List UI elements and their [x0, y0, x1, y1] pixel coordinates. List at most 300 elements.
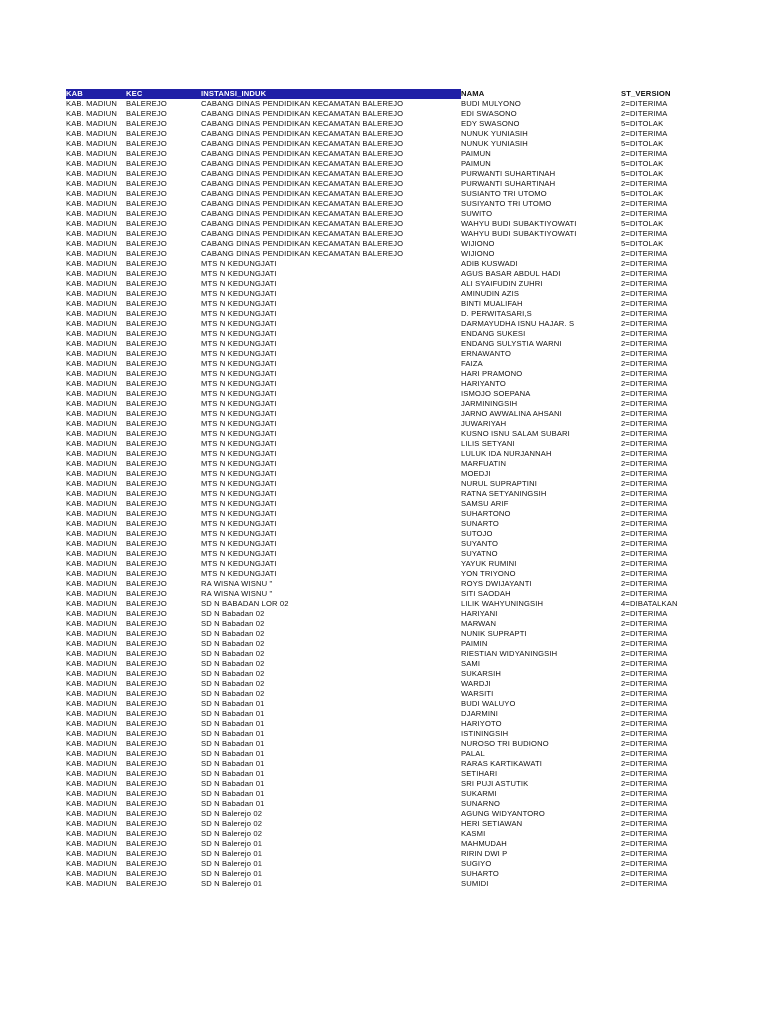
cell-nama[interactable]: LULUK IDA NURJANNAH: [461, 449, 552, 458]
cell-st-version[interactable]: 2=DITERIMA: [621, 699, 668, 708]
cell-instansi-induk[interactable]: MTS N KEDUNGJATI: [201, 399, 277, 408]
cell-kab[interactable]: KAB. MADIUN: [66, 149, 118, 158]
cell-nama[interactable]: ISTININGSIH: [461, 729, 509, 738]
cell-kec[interactable]: BALEREJO: [126, 509, 167, 518]
cell-instansi-induk[interactable]: SD N Babadan 01: [201, 789, 265, 798]
cell-nama[interactable]: HARIYANI: [461, 609, 498, 618]
cell-instansi-induk[interactable]: SD N Balerejo 01: [201, 839, 263, 848]
cell-kec[interactable]: BALEREJO: [126, 759, 167, 768]
cell-st-version[interactable]: 5=DITOLAK: [621, 139, 664, 148]
cell-nama[interactable]: DARMAYUDHA ISNU HAJAR. S: [461, 319, 575, 328]
cell-st-version[interactable]: 2=DITERIMA: [621, 379, 668, 388]
cell-nama[interactable]: ENDANG SULYSTIA WARNI: [461, 339, 562, 348]
cell-kec[interactable]: BALEREJO: [126, 739, 167, 748]
cell-instansi-induk[interactable]: CABANG DINAS PENDIDIKAN KECAMATAN BALEREJO: [201, 129, 404, 138]
cell-nama[interactable]: JARNO AWWALINA AHSANI: [461, 409, 562, 418]
cell-nama[interactable]: AGUS BASAR ABDUL HADI: [461, 269, 561, 278]
cell-instansi-induk[interactable]: MTS N KEDUNGJATI: [201, 559, 277, 568]
cell-instansi-induk[interactable]: RA WISNA WISNU ": [201, 579, 273, 588]
cell-kab[interactable]: KAB. MADIUN: [66, 379, 118, 388]
cell-kab[interactable]: KAB. MADIUN: [66, 609, 118, 618]
header-instansi-induk[interactable]: INSTANSI_INDUK: [201, 89, 461, 99]
cell-st-version[interactable]: 2=DITERIMA: [621, 149, 668, 158]
cell-kab[interactable]: KAB. MADIUN: [66, 209, 118, 218]
cell-nama[interactable]: SUKARSIH: [461, 669, 502, 678]
cell-st-version[interactable]: 2=DITERIMA: [621, 299, 668, 308]
cell-instansi-induk[interactable]: SD N Balerejo 01: [201, 869, 263, 878]
cell-kec[interactable]: BALEREJO: [126, 789, 167, 798]
cell-nama[interactable]: WIJIONO: [461, 239, 495, 248]
cell-st-version[interactable]: 2=DITERIMA: [621, 709, 668, 718]
cell-nama[interactable]: SUYANTO: [461, 539, 499, 548]
cell-instansi-induk[interactable]: CABANG DINAS PENDIDIKAN KECAMATAN BALEREJO: [201, 109, 404, 118]
cell-instansi-induk[interactable]: MTS N KEDUNGJATI: [201, 389, 277, 398]
cell-nama[interactable]: D. PERWITASARI,S: [461, 309, 532, 318]
cell-instansi-induk[interactable]: MTS N KEDUNGJATI: [201, 319, 277, 328]
cell-instansi-induk[interactable]: CABANG DINAS PENDIDIKAN KECAMATAN BALEREJO: [201, 139, 404, 148]
cell-nama[interactable]: LILIS SETYANI: [461, 439, 515, 448]
cell-kec[interactable]: BALEREJO: [126, 529, 167, 538]
cell-instansi-induk[interactable]: MTS N KEDUNGJATI: [201, 269, 277, 278]
cell-kab[interactable]: KAB. MADIUN: [66, 359, 118, 368]
cell-st-version[interactable]: 5=DITOLAK: [621, 239, 664, 248]
cell-kab[interactable]: KAB. MADIUN: [66, 849, 118, 858]
cell-kab[interactable]: KAB. MADIUN: [66, 459, 118, 468]
cell-kec[interactable]: BALEREJO: [126, 589, 167, 598]
cell-st-version[interactable]: 2=DITERIMA: [621, 619, 668, 628]
cell-kec[interactable]: BALEREJO: [126, 569, 167, 578]
cell-instansi-induk[interactable]: MTS N KEDUNGJATI: [201, 569, 277, 578]
cell-st-version[interactable]: 2=DITERIMA: [621, 389, 668, 398]
cell-kec[interactable]: BALEREJO: [126, 639, 167, 648]
cell-instansi-induk[interactable]: MTS N KEDUNGJATI: [201, 449, 277, 458]
cell-nama[interactable]: BUDI WALUYO: [461, 699, 516, 708]
cell-nama[interactable]: WARDJI: [461, 679, 491, 688]
cell-instansi-induk[interactable]: MTS N KEDUNGJATI: [201, 299, 277, 308]
cell-instansi-induk[interactable]: MTS N KEDUNGJATI: [201, 499, 277, 508]
cell-kab[interactable]: KAB. MADIUN: [66, 679, 118, 688]
cell-st-version[interactable]: 2=DITERIMA: [621, 459, 668, 468]
cell-instansi-induk[interactable]: SD N Babadan 02: [201, 619, 265, 628]
cell-kec[interactable]: BALEREJO: [126, 649, 167, 658]
cell-st-version[interactable]: 2=DITERIMA: [621, 779, 668, 788]
cell-kab[interactable]: KAB. MADIUN: [66, 229, 118, 238]
cell-instansi-induk[interactable]: MTS N KEDUNGJATI: [201, 479, 277, 488]
cell-st-version[interactable]: 2=DITERIMA: [621, 399, 668, 408]
cell-instansi-induk[interactable]: CABANG DINAS PENDIDIKAN KECAMATAN BALEREJO: [201, 99, 404, 108]
cell-nama[interactable]: SRI PUJI ASTUTIK: [461, 779, 529, 788]
cell-nama[interactable]: MARFUATIN: [461, 459, 507, 468]
cell-kab[interactable]: KAB. MADIUN: [66, 179, 118, 188]
cell-kec[interactable]: BALEREJO: [126, 669, 167, 678]
cell-kec[interactable]: BALEREJO: [126, 109, 167, 118]
cell-kec[interactable]: BALEREJO: [126, 599, 167, 608]
cell-instansi-induk[interactable]: MTS N KEDUNGJATI: [201, 529, 277, 538]
cell-st-version[interactable]: 2=DITERIMA: [621, 129, 668, 138]
cell-kab[interactable]: KAB. MADIUN: [66, 349, 118, 358]
cell-kab[interactable]: KAB. MADIUN: [66, 489, 118, 498]
cell-instansi-induk[interactable]: MTS N KEDUNGJATI: [201, 259, 277, 268]
cell-kec[interactable]: BALEREJO: [126, 429, 167, 438]
cell-kec[interactable]: BALEREJO: [126, 209, 167, 218]
cell-kec[interactable]: BALEREJO: [126, 749, 167, 758]
cell-nama[interactable]: HARIYANTO: [461, 379, 506, 388]
cell-nama[interactable]: NUNIK SUPRAPTI: [461, 629, 527, 638]
cell-nama[interactable]: NUROSO TRI BUDIONO: [461, 739, 549, 748]
cell-instansi-induk[interactable]: MTS N KEDUNGJATI: [201, 289, 277, 298]
cell-kec[interactable]: BALEREJO: [126, 229, 167, 238]
cell-instansi-induk[interactable]: SD N Babadan 02: [201, 609, 265, 618]
cell-st-version[interactable]: 2=DITERIMA: [621, 369, 668, 378]
cell-instansi-induk[interactable]: MTS N KEDUNGJATI: [201, 309, 277, 318]
cell-kec[interactable]: BALEREJO: [126, 389, 167, 398]
cell-kab[interactable]: KAB. MADIUN: [66, 809, 118, 818]
cell-nama[interactable]: SUYATNO: [461, 549, 498, 558]
cell-instansi-induk[interactable]: SD N Balerejo 02: [201, 819, 263, 828]
cell-kab[interactable]: KAB. MADIUN: [66, 779, 118, 788]
cell-instansi-induk[interactable]: SD N Balerejo 02: [201, 829, 263, 838]
cell-kab[interactable]: KAB. MADIUN: [66, 479, 118, 488]
cell-nama[interactable]: SETIHARI: [461, 769, 498, 778]
cell-st-version[interactable]: 2=DITERIMA: [621, 489, 668, 498]
cell-kec[interactable]: BALEREJO: [126, 479, 167, 488]
cell-kec[interactable]: BALEREJO: [126, 309, 167, 318]
cell-nama[interactable]: SAMI: [461, 659, 481, 668]
cell-nama[interactable]: SUNARNO: [461, 799, 501, 808]
cell-instansi-induk[interactable]: SD N Babadan 02: [201, 649, 265, 658]
cell-instansi-induk[interactable]: SD N Babadan 01: [201, 729, 265, 738]
cell-kab[interactable]: KAB. MADIUN: [66, 649, 118, 658]
cell-st-version[interactable]: 2=DITERIMA: [621, 859, 668, 868]
cell-kec[interactable]: BALEREJO: [126, 249, 167, 258]
cell-kab[interactable]: KAB. MADIUN: [66, 629, 118, 638]
cell-kec[interactable]: BALEREJO: [126, 259, 167, 268]
cell-nama[interactable]: BINTI MUALIFAH: [461, 299, 523, 308]
cell-instansi-induk[interactable]: MTS N KEDUNGJATI: [201, 329, 277, 338]
cell-st-version[interactable]: 2=DITERIMA: [621, 259, 668, 268]
cell-nama[interactable]: AGUNG WIDYANTORO: [461, 809, 545, 818]
header-kab[interactable]: KAB: [66, 89, 126, 99]
cell-kab[interactable]: KAB. MADIUN: [66, 219, 118, 228]
cell-st-version[interactable]: 2=DITERIMA: [621, 799, 668, 808]
cell-kab[interactable]: KAB. MADIUN: [66, 199, 118, 208]
cell-st-version[interactable]: 2=DITERIMA: [621, 719, 668, 728]
cell-kec[interactable]: BALEREJO: [126, 459, 167, 468]
cell-st-version[interactable]: 2=DITERIMA: [621, 289, 668, 298]
cell-st-version[interactable]: 2=DITERIMA: [621, 739, 668, 748]
cell-kab[interactable]: KAB. MADIUN: [66, 309, 118, 318]
cell-instansi-induk[interactable]: SD N Babadan 02: [201, 679, 265, 688]
cell-kab[interactable]: KAB. MADIUN: [66, 259, 118, 268]
header-st-version[interactable]: ST_VERSION: [621, 89, 671, 98]
cell-nama[interactable]: PALAL: [461, 749, 485, 758]
cell-kab[interactable]: KAB. MADIUN: [66, 559, 118, 568]
cell-st-version[interactable]: 2=DITERIMA: [621, 469, 668, 478]
cell-kec[interactable]: BALEREJO: [126, 469, 167, 478]
cell-kab[interactable]: KAB. MADIUN: [66, 499, 118, 508]
cell-kec[interactable]: BALEREJO: [126, 129, 167, 138]
cell-st-version[interactable]: 2=DITERIMA: [621, 279, 668, 288]
cell-kec[interactable]: BALEREJO: [126, 329, 167, 338]
cell-kec[interactable]: BALEREJO: [126, 719, 167, 728]
cell-nama[interactable]: RIESTIAN WIDYANINGSIH: [461, 649, 558, 658]
cell-kec[interactable]: BALEREJO: [126, 299, 167, 308]
cell-instansi-induk[interactable]: SD N Babadan 01: [201, 699, 265, 708]
cell-kec[interactable]: BALEREJO: [126, 119, 167, 128]
cell-nama[interactable]: BUDI MULYONO: [461, 99, 521, 108]
cell-st-version[interactable]: 2=DITERIMA: [621, 819, 668, 828]
cell-kec[interactable]: BALEREJO: [126, 189, 167, 198]
cell-kec[interactable]: BALEREJO: [126, 769, 167, 778]
cell-instansi-induk[interactable]: SD N Balerejo 01: [201, 879, 263, 888]
cell-kec[interactable]: BALEREJO: [126, 819, 167, 828]
cell-kec[interactable]: BALEREJO: [126, 559, 167, 568]
cell-st-version[interactable]: 2=DITERIMA: [621, 409, 668, 418]
cell-kab[interactable]: KAB. MADIUN: [66, 519, 118, 528]
cell-st-version[interactable]: 2=DITERIMA: [621, 769, 668, 778]
cell-instansi-induk[interactable]: MTS N KEDUNGJATI: [201, 469, 277, 478]
cell-kec[interactable]: BALEREJO: [126, 619, 167, 628]
cell-st-version[interactable]: 2=DITERIMA: [621, 519, 668, 528]
cell-nama[interactable]: DJARMINI: [461, 709, 499, 718]
cell-kab[interactable]: KAB. MADIUN: [66, 169, 118, 178]
cell-kec[interactable]: BALEREJO: [126, 149, 167, 158]
cell-kec[interactable]: BALEREJO: [126, 99, 167, 108]
cell-kab[interactable]: KAB. MADIUN: [66, 729, 118, 738]
cell-st-version[interactable]: 2=DITERIMA: [621, 609, 668, 618]
cell-nama[interactable]: FAIZA: [461, 359, 483, 368]
cell-kab[interactable]: KAB. MADIUN: [66, 299, 118, 308]
cell-instansi-induk[interactable]: SD N Babadan 02: [201, 659, 265, 668]
cell-nama[interactable]: MARWAN: [461, 619, 497, 628]
cell-kab[interactable]: KAB. MADIUN: [66, 189, 118, 198]
cell-kab[interactable]: KAB. MADIUN: [66, 439, 118, 448]
cell-kec[interactable]: BALEREJO: [126, 839, 167, 848]
cell-nama[interactable]: ENDANG SUKESI: [461, 329, 526, 338]
cell-kab[interactable]: KAB. MADIUN: [66, 279, 118, 288]
cell-kab[interactable]: KAB. MADIUN: [66, 289, 118, 298]
cell-st-version[interactable]: 2=DITERIMA: [621, 589, 668, 598]
cell-nama[interactable]: AMINUDIN AZIS: [461, 289, 520, 298]
cell-nama[interactable]: PAIMUN: [461, 159, 491, 168]
cell-kab[interactable]: KAB. MADIUN: [66, 509, 118, 518]
cell-kec[interactable]: BALEREJO: [126, 679, 167, 688]
cell-kab[interactable]: KAB. MADIUN: [66, 619, 118, 628]
cell-kab[interactable]: KAB. MADIUN: [66, 719, 118, 728]
cell-kec[interactable]: BALEREJO: [126, 269, 167, 278]
cell-kec[interactable]: BALEREJO: [126, 849, 167, 858]
cell-st-version[interactable]: 2=DITERIMA: [621, 789, 668, 798]
cell-instansi-induk[interactable]: CABANG DINAS PENDIDIKAN KECAMATAN BALEREJO: [201, 249, 404, 258]
cell-kec[interactable]: BALEREJO: [126, 859, 167, 868]
cell-kab[interactable]: KAB. MADIUN: [66, 529, 118, 538]
cell-kec[interactable]: BALEREJO: [126, 869, 167, 878]
cell-kab[interactable]: KAB. MADIUN: [66, 799, 118, 808]
cell-kab[interactable]: KAB. MADIUN: [66, 409, 118, 418]
cell-st-version[interactable]: 2=DITERIMA: [621, 249, 668, 258]
cell-instansi-induk[interactable]: MTS N KEDUNGJATI: [201, 459, 277, 468]
cell-instansi-induk[interactable]: SD N Babadan 01: [201, 799, 265, 808]
cell-instansi-induk[interactable]: SD N Babadan 02: [201, 689, 265, 698]
cell-st-version[interactable]: 2=DITERIMA: [621, 869, 668, 878]
cell-st-version[interactable]: 5=DITOLAK: [621, 119, 664, 128]
cell-kec[interactable]: BALEREJO: [126, 179, 167, 188]
cell-kab[interactable]: KAB. MADIUN: [66, 329, 118, 338]
cell-st-version[interactable]: 2=DITERIMA: [621, 529, 668, 538]
cell-instansi-induk[interactable]: CABANG DINAS PENDIDIKAN KECAMATAN BALEREJO: [201, 169, 404, 178]
cell-st-version[interactable]: 2=DITERIMA: [621, 749, 668, 758]
cell-kec[interactable]: BALEREJO: [126, 399, 167, 408]
cell-st-version[interactable]: 2=DITERIMA: [621, 569, 668, 578]
cell-st-version[interactable]: 2=DITERIMA: [621, 729, 668, 738]
cell-instansi-induk[interactable]: SD N Babadan 01: [201, 759, 265, 768]
cell-nama[interactable]: ERNAWANTO: [461, 349, 512, 358]
cell-kec[interactable]: BALEREJO: [126, 449, 167, 458]
cell-instansi-induk[interactable]: SD N Balerejo 01: [201, 859, 263, 868]
cell-st-version[interactable]: 2=DITERIMA: [621, 509, 668, 518]
cell-instansi-induk[interactable]: CABANG DINAS PENDIDIKAN KECAMATAN BALEREJO: [201, 199, 404, 208]
cell-st-version[interactable]: 2=DITERIMA: [621, 829, 668, 838]
cell-kab[interactable]: KAB. MADIUN: [66, 239, 118, 248]
cell-instansi-induk[interactable]: SD N Balerejo 01: [201, 849, 263, 858]
cell-nama[interactable]: SUTOJO: [461, 529, 493, 538]
cell-kab[interactable]: KAB. MADIUN: [66, 269, 118, 278]
cell-nama[interactable]: WAHYU BUDI SUBAKTIYOWATI: [461, 229, 577, 238]
cell-nama[interactable]: HARI PRAMONO: [461, 369, 523, 378]
cell-kec[interactable]: BALEREJO: [126, 799, 167, 808]
cell-nama[interactable]: SITI SAODAH: [461, 589, 511, 598]
cell-nama[interactable]: LILIK WAHYUNINGSIH: [461, 599, 544, 608]
cell-nama[interactable]: PAIMUN: [461, 149, 491, 158]
cell-instansi-induk[interactable]: RA WISNA WISNU ": [201, 589, 273, 598]
cell-st-version[interactable]: 5=DITOLAK: [621, 189, 664, 198]
cell-st-version[interactable]: 4=DIBATALKAN: [621, 599, 678, 608]
cell-kec[interactable]: BALEREJO: [126, 699, 167, 708]
cell-kec[interactable]: BALEREJO: [126, 499, 167, 508]
cell-nama[interactable]: WARSITI: [461, 689, 494, 698]
cell-kab[interactable]: KAB. MADIUN: [66, 319, 118, 328]
cell-st-version[interactable]: 2=DITERIMA: [621, 109, 668, 118]
cell-st-version[interactable]: 2=DITERIMA: [621, 229, 668, 238]
cell-kec[interactable]: BALEREJO: [126, 439, 167, 448]
cell-instansi-induk[interactable]: SD N Babadan 01: [201, 739, 265, 748]
cell-kab[interactable]: KAB. MADIUN: [66, 869, 118, 878]
cell-nama[interactable]: HARIYOTO: [461, 719, 502, 728]
cell-kab[interactable]: KAB. MADIUN: [66, 769, 118, 778]
cell-nama[interactable]: EDY SWASONO: [461, 119, 520, 128]
cell-kab[interactable]: KAB. MADIUN: [66, 419, 118, 428]
cell-kec[interactable]: BALEREJO: [126, 779, 167, 788]
cell-instansi-induk[interactable]: MTS N KEDUNGJATI: [201, 349, 277, 358]
cell-st-version[interactable]: 2=DITERIMA: [621, 339, 668, 348]
cell-st-version[interactable]: 2=DITERIMA: [621, 179, 668, 188]
cell-st-version[interactable]: 2=DITERIMA: [621, 319, 668, 328]
cell-nama[interactable]: MAHMUDAH: [461, 839, 507, 848]
cell-kab[interactable]: KAB. MADIUN: [66, 469, 118, 478]
cell-kab[interactable]: KAB. MADIUN: [66, 539, 118, 548]
cell-nama[interactable]: SUSIYANTO TRI UTOMO: [461, 199, 552, 208]
cell-instansi-induk[interactable]: MTS N KEDUNGJATI: [201, 549, 277, 558]
cell-kec[interactable]: BALEREJO: [126, 659, 167, 668]
cell-st-version[interactable]: 2=DITERIMA: [621, 539, 668, 548]
cell-instansi-induk[interactable]: CABANG DINAS PENDIDIKAN KECAMATAN BALEREJO: [201, 149, 404, 158]
cell-st-version[interactable]: 2=DITERIMA: [621, 269, 668, 278]
cell-st-version[interactable]: 2=DITERIMA: [621, 849, 668, 858]
cell-nama[interactable]: NURUL SUPRAPTINI: [461, 479, 537, 488]
cell-instansi-induk[interactable]: CABANG DINAS PENDIDIKAN KECAMATAN BALEREJO: [201, 159, 404, 168]
cell-kec[interactable]: BALEREJO: [126, 359, 167, 368]
cell-kec[interactable]: BALEREJO: [126, 349, 167, 358]
cell-nama[interactable]: SUKARMI: [461, 789, 497, 798]
cell-kab[interactable]: KAB. MADIUN: [66, 249, 118, 258]
cell-kec[interactable]: BALEREJO: [126, 339, 167, 348]
cell-instansi-induk[interactable]: MTS N KEDUNGJATI: [201, 339, 277, 348]
cell-kab[interactable]: KAB. MADIUN: [66, 579, 118, 588]
cell-nama[interactable]: RIRIN DWI P: [461, 849, 508, 858]
cell-kab[interactable]: KAB. MADIUN: [66, 749, 118, 758]
cell-instansi-induk[interactable]: SD N Babadan 01: [201, 709, 265, 718]
cell-kab[interactable]: KAB. MADIUN: [66, 859, 118, 868]
cell-instansi-induk[interactable]: MTS N KEDUNGJATI: [201, 359, 277, 368]
cell-kec[interactable]: BALEREJO: [126, 319, 167, 328]
cell-st-version[interactable]: 2=DITERIMA: [621, 679, 668, 688]
cell-nama[interactable]: KUSNO ISNU SALAM SUBARI: [461, 429, 570, 438]
cell-nama[interactable]: ROYS DWIJAYANTI: [461, 579, 532, 588]
cell-st-version[interactable]: 2=DITERIMA: [621, 839, 668, 848]
cell-nama[interactable]: MOEDJI: [461, 469, 491, 478]
cell-nama[interactable]: ALI SYAIFUDIN ZUHRI: [461, 279, 543, 288]
cell-nama[interactable]: RATNA SETYANINGSIH: [461, 489, 547, 498]
cell-kec[interactable]: BALEREJO: [126, 239, 167, 248]
cell-kec[interactable]: BALEREJO: [126, 879, 167, 888]
cell-kec[interactable]: BALEREJO: [126, 279, 167, 288]
cell-instansi-induk[interactable]: MTS N KEDUNGJATI: [201, 279, 277, 288]
cell-instansi-induk[interactable]: CABANG DINAS PENDIDIKAN KECAMATAN BALEREJO: [201, 189, 404, 198]
cell-kab[interactable]: KAB. MADIUN: [66, 879, 118, 888]
cell-kab[interactable]: KAB. MADIUN: [66, 829, 118, 838]
cell-st-version[interactable]: 2=DITERIMA: [621, 559, 668, 568]
cell-nama[interactable]: JUWARIYAH: [461, 419, 507, 428]
cell-kab[interactable]: KAB. MADIUN: [66, 429, 118, 438]
cell-st-version[interactable]: 2=DITERIMA: [621, 349, 668, 358]
cell-st-version[interactable]: 2=DITERIMA: [621, 99, 668, 108]
cell-kab[interactable]: KAB. MADIUN: [66, 669, 118, 678]
cell-kab[interactable]: KAB. MADIUN: [66, 139, 118, 148]
cell-st-version[interactable]: 2=DITERIMA: [621, 449, 668, 458]
cell-nama[interactable]: SUMIDI: [461, 879, 489, 888]
cell-st-version[interactable]: 2=DITERIMA: [621, 629, 668, 638]
cell-kec[interactable]: BALEREJO: [126, 729, 167, 738]
cell-st-version[interactable]: 2=DITERIMA: [621, 759, 668, 768]
cell-instansi-induk[interactable]: MTS N KEDUNGJATI: [201, 519, 277, 528]
cell-instansi-induk[interactable]: CABANG DINAS PENDIDIKAN KECAMATAN BALEREJO: [201, 209, 404, 218]
cell-kab[interactable]: KAB. MADIUN: [66, 739, 118, 748]
cell-kab[interactable]: KAB. MADIUN: [66, 699, 118, 708]
cell-kab[interactable]: KAB. MADIUN: [66, 709, 118, 718]
cell-kec[interactable]: BALEREJO: [126, 629, 167, 638]
cell-nama[interactable]: ADIB KUSWADI: [461, 259, 518, 268]
cell-instansi-induk[interactable]: CABANG DINAS PENDIDIKAN KECAMATAN BALEREJO: [201, 219, 404, 228]
cell-kab[interactable]: KAB. MADIUN: [66, 819, 118, 828]
cell-kec[interactable]: BALEREJO: [126, 489, 167, 498]
cell-instansi-induk[interactable]: MTS N KEDUNGJATI: [201, 439, 277, 448]
cell-kab[interactable]: KAB. MADIUN: [66, 589, 118, 598]
cell-instansi-induk[interactable]: CABANG DINAS PENDIDIKAN KECAMATAN BALEREJO: [201, 229, 404, 238]
cell-kab[interactable]: KAB. MADIUN: [66, 839, 118, 848]
cell-kab[interactable]: KAB. MADIUN: [66, 689, 118, 698]
cell-kab[interactable]: KAB. MADIUN: [66, 789, 118, 798]
cell-st-version[interactable]: 2=DITERIMA: [621, 549, 668, 558]
